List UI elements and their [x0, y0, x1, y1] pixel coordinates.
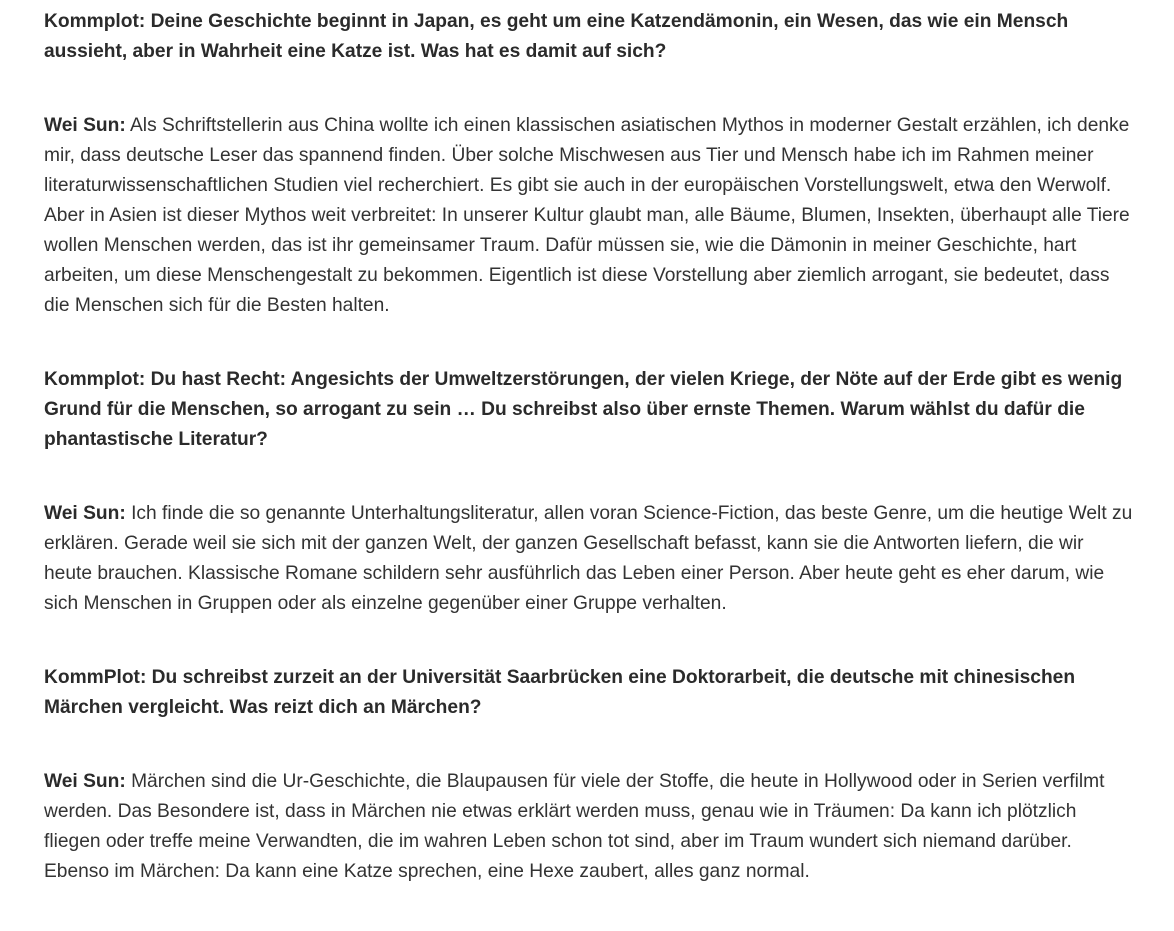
speaker-label: Wei Sun:: [44, 771, 126, 792]
speaker-label: Wei Sun:: [44, 503, 126, 524]
interview-answer-2: [44, 499, 1134, 619]
speaker-label: Wei Sun:: [44, 115, 126, 136]
interview-answer-1: [44, 111, 1134, 321]
interview-question-3: KommPlot: Du schreibst zurzeit an der Universität Saarbrücken eine Doktorarbeit, die deutsche mit chinesischen Märchen vergleicht. Was reizt dich an Märchen?: [44, 667, 1076, 718]
interview-question-1: Kommplot: Deine Geschichte beginnt in Japan, es geht um eine Katzendämonin, ein Wesen, das wie ein Mensch aussieht, aber in Wahrheit eine Katze ist. Was hat es damit auf sich?: [44, 11, 1069, 62]
interview-question-2: Kommplot: Du hast Recht: Angesichts der Umweltzerstörungen, der vielen Kriege, der Nöte auf der Erde gibt es wenig Grund für die Menschen, so arrogant zu sein … Du schreibst also über ernste Themen. Warum wählst du dafür die phantastische Literatur?: [44, 369, 1123, 450]
answer-text: Ich finde die so genannte Unterhaltungsliteratur, allen voran Science-Fiction, das beste Genre, um die heutige Welt zu erklären. Gerade weil sie sich mit der ganzen Welt, der ganzen Gesellschaft befasst, kann sie die Antworten liefern, die wir heute brauchen. Klassische Romane schildern sehr ausführlich das Leben einer Person. Aber heute geht es eher darum, wie sich Menschen in Gruppen oder als einzelne gegenüber einer Gruppe verhalten.: [44, 503, 1133, 614]
interview-answer-3: [44, 767, 1134, 887]
answer-text: Märchen sind die Ur-Geschichte, die Blaupausen für viele der Stoffe, die heute in Hollywood oder in Serien verfilmt werden. Das Besondere ist, dass in Märchen nie etwas erklärt werden muss, genau wie in Träumen: Da kann ich plötzlich fliegen oder treffe meine Verwandten, die im wahren Leben schon tot sind, aber im Traum wundert sich niemand darüber. Ebenso im Märchen: Da kann eine Katze sprechen, eine Hexe zaubert, alles ganz normal.: [44, 771, 1105, 882]
answer-text: Als Schriftstellerin aus China wollte ich einen klassischen asiatischen Mythos in moderner Gestalt erzählen, ich denke mir, dass deutsche Leser das spannend finden. Über solche Mischwesen aus Tier und Mensch habe ich im Rahmen meiner literaturwissenschaftlichen Studien viel recherchiert. Es gibt sie auch in der europäischen Vorstellungswelt, etwa den Werwolf. Aber in Asien ist dieser Mythos weit verbreitet: In unserer Kultur glaubt man, alle Bäume, Blumen, Insekten, überhaupt alle Tiere wollen Menschen werden, das ist ihr gemeinsamer Traum. Dafür müssen sie, wie die Dämonin in meiner Geschichte, hart arbeiten, um diese Menschengestalt zu bekommen. Eigentlich ist diese Vorstellung aber ziemlich arrogant, sie bedeutet, dass die Menschen sich für die Besten halten.: [44, 115, 1130, 316]
interview-article: [44, 7, 1134, 931]
